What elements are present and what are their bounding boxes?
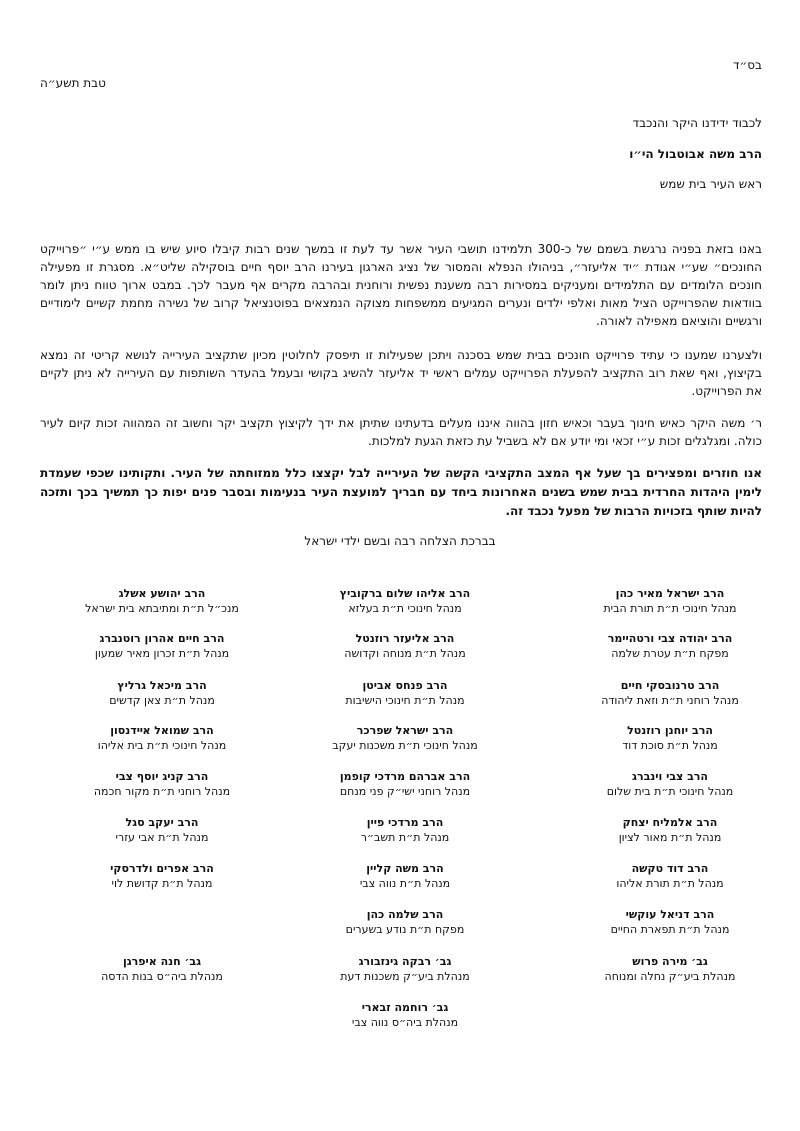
signatory [305,723,505,753]
signatory-name: הרב אליעזר רוזנטל [355,632,455,645]
signatory [570,907,770,937]
signatory-name: הרב דניאל עוקשי [625,908,715,921]
signatory-role: מנהל ת״ת אבי עזרי [115,831,209,844]
signatory [305,861,505,891]
signatory [62,815,262,845]
signatory-name: גב׳ רוחמה זבארי [361,1001,449,1014]
signatory-role: מנהל חינוכי ת״ת בית אליהו [97,739,227,752]
signatory [62,631,262,661]
signatory [62,769,262,799]
signatory [570,678,770,708]
signatory [570,586,770,616]
signatory-name: הרב מרדכי פיין [366,816,444,829]
signatory-name: הרב שמואל אײדנסון [110,724,214,737]
signatory-name: הרב אלמליח יצחק [622,816,718,829]
signatory-role: מנהל חינוכי ת״ת בעלזא [348,602,462,615]
signatory [570,723,770,753]
signatory-name: הרב ישראל מאיר כהן [615,587,725,600]
blessing-line: בברכת הצלחה רבה ובשם ילדי ישראל [304,534,496,548]
signatory-role: מנהל ת״ת קדושת לוי [111,877,213,890]
signatory [305,954,505,984]
signatory-name: הרב דוד טקשה [631,862,709,875]
signatory-name: הרב משה קליין [366,862,444,875]
signatory-name: גב׳ מירה פרוש [632,955,708,968]
signatory [62,861,262,891]
signatory [305,815,505,845]
signatory-name: גב׳ רבקה גינזבורג [358,955,452,968]
signatory-role: מנהל חינוכי ת״ת תורת הבית [603,602,737,615]
signatory-role: מנהל ת״ת נווה צבי [359,877,451,890]
signatory [570,769,770,799]
signatory-role: מנהלת ביע״ק נחלה ומנוחה [604,970,736,983]
signatory [305,631,505,661]
signatory-role: מנהל ת״ת מנוחה וקדושה [344,647,466,660]
signatory-role: מנהל רוחני ישי״ק פני מנחם [339,785,471,798]
signatory-name: הרב ישראל שפרכר [356,724,454,737]
signatory [305,907,505,937]
paragraph-1: באנו בזאת בפניה נרגשת בשמם של כ-300 תלמידנו תושבי העיר אשר עד לעת זו במשך שנים רבות קיבלו סיוע שיש בו ממש ע״י ״פרוייקט החונכים״ שע״י אגודת ״יד אליעזר״, בניהולו הנפלא והמסור של נציג הארגון בעירנו הרב יוסף חיים בוסקילה שליט״א. מסגרת זו מפעילה חונכים הלומדים עם התלמידים ומעניקים במסירות רבה משענת נפשית ורוחנית ובהרבה מקרים אף מעבר לכך. במבט ארוך טווח ניתן לומר בוודאות שהפרוייקט הציל מאות ואלפי ילדים ונערים המגיעים ממשפחות מצוקה הנמצאים בפוטנציאל קרוב של נשירה מחמת קשיים לימודיים ורגשיים והוציאם מאפילה לאורה. [40,242,762,328]
signatory-name: הרב שלמה כהן [366,908,444,921]
paragraph-3: ר׳ משה היקר כאיש חינוך בעבר וכאיש חזון בהווה איננו מעלים בדעתינו שתיתן את ידך לקיצוץ תקציב יקר וחשוב זה המהווה זכות קיום לעיר כולה. ומגלגלים זכות ע״י זכאי ומי יודע אם לא בשביל עת כזאת הגעת למלכות. [40,416,762,448]
signatory-name: הרב יהודה צבי ורטהיימר [607,632,733,645]
signatory-name: הרב יוחנן רוזנטל [627,724,713,737]
signatory-name: הרב חיים אהרון רוטנברג [99,632,225,645]
signatory-name: גב׳ חנה איפרגן [122,955,202,968]
signatory [62,723,262,753]
signatory-name: הרב מיכאל גרליץ [117,679,207,692]
signatory [305,586,505,616]
signatory [570,815,770,845]
signatory-name: הרב אליהו שלום ברקוביץ [339,587,471,600]
signatory-name: הרב יהושע אשלג [118,587,206,600]
signatory-role: מנהל חינוכי ת״ת בית שלום [606,785,734,798]
signatory-role: מפקח ת״ת עטרת שלמה [611,647,729,660]
signatory-role: מנהל ת״ת צאן קדשים [109,694,215,707]
signatory-role: מנהל ת״ת חינוכי הישיבות [345,694,465,707]
signatory-name: הרב צבי וינברג [632,770,708,783]
signatory-role: מנהל ת״ת תורת אליהו [616,877,724,890]
signatory-role: מנהלת ביה״ס נווה צבי [351,1016,459,1029]
recipient-title: ראש העיר בית שמש [659,177,762,191]
signatory [570,631,770,661]
signatory-name: הרב פנחס אביטן [362,679,448,692]
signatory [305,769,505,799]
recipient-name: הרב משה אבוטבול הי״ו [629,147,762,161]
signatory-role: מנהלת ביע״ק משכנות דעת [340,970,470,983]
signatory-role: מנהל רוחני ת״ת מקור חכמה [93,785,231,798]
signatory-role: מנהל רוחני ת״ת וזאת ליהודה [601,694,739,707]
signatory [62,678,262,708]
signatory [305,1000,505,1030]
signatory-role: מנכ״ל ת״ת ומתיבתא בית ישראל [85,602,239,615]
signatory [62,586,262,616]
signatory-role: מנהל ת״ת מאור לציון [618,831,722,844]
signatory-role: מנהל ת״ת זכרון מאיר שמעון [94,647,230,660]
signatory-role: מפקח ת״ת נודע בשערים [345,923,465,936]
paragraph-2: ולצערנו שמענו כי עתיד פרוייקט חונכים בבית שמש בסכנה ויתכן שפעילות זו תיפסק לחלוטין מכיון שתקציב העירייה לנושא קריטי זה נמצא בקיצוץ, ואף שאת רוב התקציב להפעלת הפרוייקט עמלים ראשי יד אליעזר להשיג בקושי ובעמל בהעדר השותפות עם העירייה לא ניתן לקיים את הפרוייקט. [40,348,762,398]
signatory [62,954,262,984]
signatory-name: הרב יעקב סגל [125,816,199,829]
signatory-name: הרב אברהם מרדכי קופמן [339,770,471,783]
signatory-role: מנהל ת״ת תפארת החיים [610,923,730,936]
salutation: לכבוד ידידנו היקר והנכבד [632,116,762,130]
letter-date: טבת תשע״ה [40,76,106,90]
signatory-name: הרב אפרים ולדרסקי [110,862,214,875]
bsd-mark: בס״ד [732,58,762,72]
signatory-name: הרב קניג יוסף צבי [115,770,209,783]
signatory-role: מנהל ת״ת סוכת דוד [622,739,718,752]
signatory-name: הרב טרנובסקי חיים [620,679,720,692]
signatory-role: מנהלת ביה״ס בנות הדסה [101,970,223,983]
signatory [570,861,770,891]
signatory [305,678,505,708]
paragraph-4: אנו חוזרים ומפצירים בך שעל אף המצב התקציבי הקשה של העירייה לבל יקצצו כלל ממזוחתה של העיר. ותקותינו שכפי שעמדת לימין היהדות החרדית בבית שמש בשנים האחרונות ביחד עם חבריך למועצת העיר בנעימות ובסבר פנים יפות כך תמשיך בכך ותזכה להיות שותף בזכויות הרבות של מפעל נכבד זה. [40,466,762,518]
signatory-role: מנהל חינוכי ת״ת משכנות יעקב [332,739,478,752]
signatory-role: מנהל ת״ת תשב״ר [360,831,450,844]
signatory [570,954,770,984]
